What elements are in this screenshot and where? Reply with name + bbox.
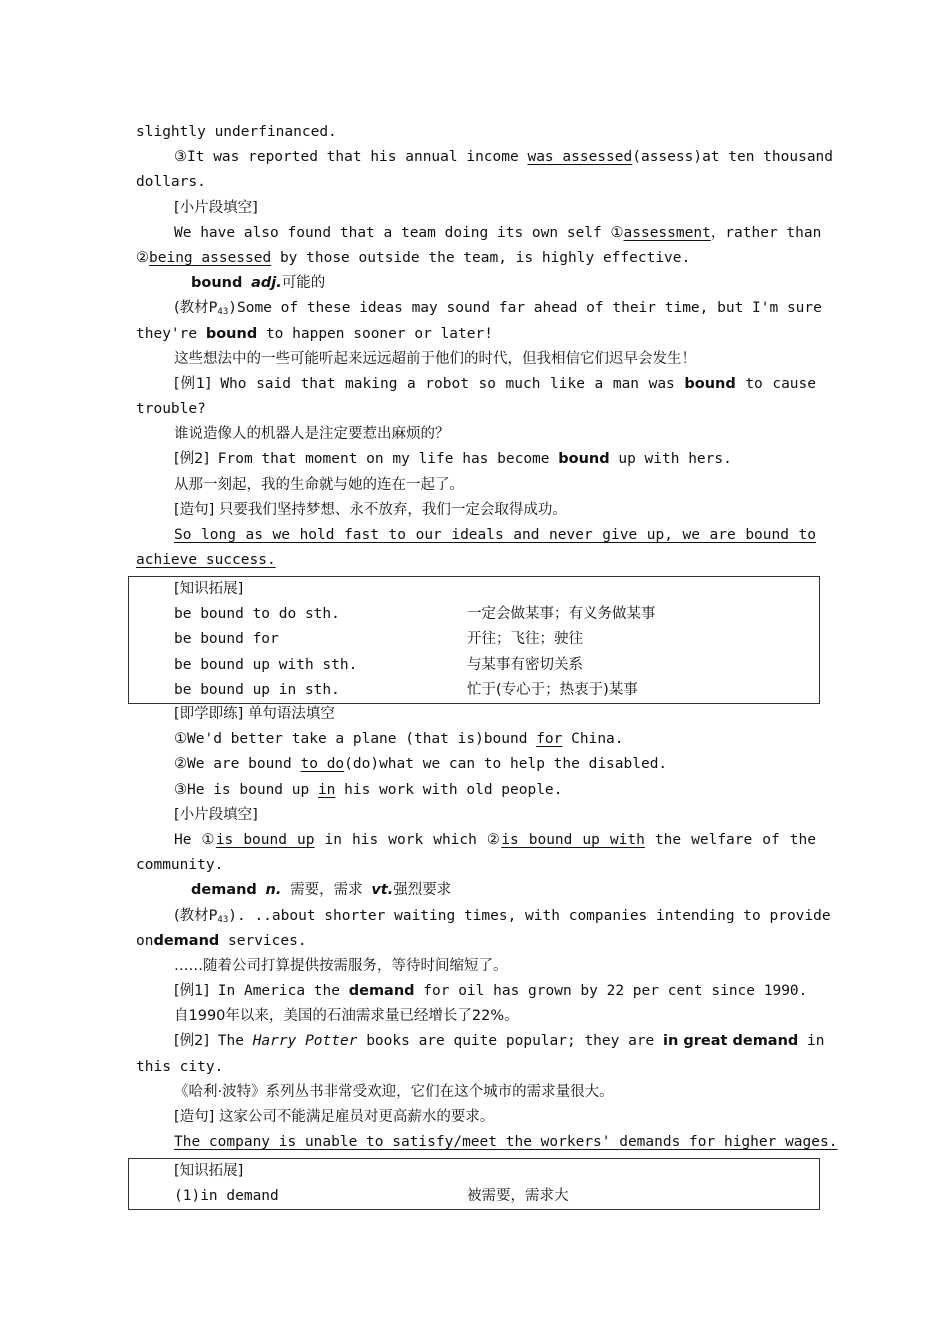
answer-blank: being assessed bbox=[149, 249, 272, 266]
phrase-en: (1)in demand bbox=[174, 1188, 279, 1205]
text-span: by those outside the team, is highly effective. bbox=[271, 249, 691, 266]
text-line bbox=[136, 727, 816, 752]
box-row bbox=[129, 1184, 819, 1209]
book-title: Harry Potter bbox=[252, 1033, 358, 1050]
text-line bbox=[136, 221, 822, 246]
phrase-cn: 与某事有密切关系 bbox=[467, 656, 583, 673]
page-subscript: 43 bbox=[217, 307, 229, 318]
text-line bbox=[136, 170, 816, 195]
answer-text: The company is unable to satisfy/meet the workers' demands for higher wages. bbox=[174, 1134, 838, 1151]
text-span: 谁说造像人的机器人是注定要惹出麻烦的？ bbox=[174, 426, 450, 443]
text-line bbox=[136, 1029, 825, 1054]
text-span: this city. bbox=[136, 1058, 224, 1075]
example-label: [例2] bbox=[174, 451, 210, 468]
text-line bbox=[136, 778, 816, 803]
box-title bbox=[129, 1159, 819, 1184]
example-label: [例2] bbox=[174, 1033, 210, 1050]
translation-line bbox=[136, 1004, 816, 1029]
text-span: He ① bbox=[174, 831, 216, 848]
text-span: to happen sooner or later! bbox=[257, 325, 493, 342]
text-span: ，rather than bbox=[710, 224, 822, 241]
text-span: )Some of these ideas may sound far ahead of their time, but I'm sure bbox=[228, 300, 822, 317]
text-span: The bbox=[217, 1033, 253, 1050]
text-span: in his work which ② bbox=[314, 831, 502, 848]
phrase-en: be bound to do sth. bbox=[174, 606, 340, 623]
box-row bbox=[129, 653, 819, 678]
text-span: 自1990年以来，美国的石油需求量已经增长了22%。 bbox=[174, 1008, 519, 1025]
answer-blank: is bound up bbox=[215, 831, 315, 848]
text-span: in bbox=[798, 1033, 825, 1050]
text-line bbox=[136, 145, 834, 170]
phrase-en: be bound up in sth. bbox=[174, 681, 340, 698]
answer-blank: for bbox=[536, 731, 563, 748]
text-span: on bbox=[136, 932, 154, 949]
vocab-heading-bound bbox=[136, 271, 816, 296]
section-label bbox=[136, 803, 816, 828]
phrase-cn: 忙于(专心于；热衷于)某事 bbox=[467, 681, 638, 698]
answer-text: So long as we hold fast to our ideals and never give up, we are bound to bbox=[174, 527, 816, 543]
text-span: books are quite popular; they are bbox=[357, 1033, 664, 1050]
keyword: demand bbox=[348, 983, 415, 1000]
text-line bbox=[136, 372, 816, 397]
page-subscript: 43 bbox=[217, 914, 229, 925]
text-span: 从那一刻起，我的生命就与她的连在一起了。 bbox=[174, 476, 464, 493]
phrase-cn: 一定会做某事；有义务做某事 bbox=[467, 606, 656, 623]
text-line bbox=[136, 979, 816, 1004]
text-span: Who said that making a robot so much like a man was bbox=[220, 375, 685, 392]
text-line bbox=[136, 246, 816, 271]
document-page-continued bbox=[136, 702, 838, 1155]
text-span: 《哈利·波特》系列丛书非常受欢迎，它们在这个城市的需求量很大。 bbox=[174, 1083, 614, 1100]
answer-blank: is bound up with bbox=[501, 831, 645, 848]
box-title bbox=[129, 577, 819, 602]
textbook-ref: (教材P bbox=[174, 907, 218, 924]
section-label bbox=[136, 702, 816, 727]
text-span: 单句语法填空 bbox=[247, 706, 335, 722]
answer-blank: assessment bbox=[623, 224, 711, 241]
text-line bbox=[136, 498, 816, 523]
text-span: for oil has grown by 22 per cent since 1990. bbox=[414, 983, 808, 1000]
text-span: 只要我们坚持梦想、永不放弃，我们一定会取得成功。 bbox=[218, 501, 567, 518]
phrase-cn: 被需要，需求大 bbox=[467, 1188, 569, 1205]
answer-text: achieve success. bbox=[136, 552, 276, 569]
vocab-heading-demand bbox=[136, 878, 816, 903]
answer-line bbox=[136, 1130, 838, 1155]
keyword: demand bbox=[153, 932, 220, 949]
text-span: ①We'd better take a plane (that is)bound bbox=[174, 731, 537, 748]
text-line bbox=[136, 397, 816, 422]
text-line bbox=[136, 447, 816, 472]
text-span: services. bbox=[219, 932, 307, 949]
text-span: dollars. bbox=[136, 174, 206, 191]
part-of-speech: n. bbox=[265, 882, 282, 899]
text-line bbox=[136, 752, 816, 777]
text-span: ③It was reported that his annual income bbox=[174, 149, 519, 166]
vocab-word: demand bbox=[191, 882, 257, 899]
vocab-meaning: 需要，需求 bbox=[290, 882, 363, 899]
text-span: ……随着公司打算提供按需服务，等待时间缩短了。 bbox=[174, 957, 508, 974]
text-span: they're bbox=[136, 325, 206, 342]
vocab-meaning: 强烈要求 bbox=[393, 882, 452, 899]
text-span: his work with old people. bbox=[335, 781, 563, 798]
text-line bbox=[136, 1105, 816, 1130]
answer-blank: to do bbox=[300, 756, 345, 773]
text-span: We have also found that a team doing its own self ① bbox=[174, 224, 624, 241]
text-line bbox=[136, 296, 822, 321]
example-label: [造句] bbox=[174, 1109, 215, 1125]
text-span: (assess)at ten thousand bbox=[632, 149, 834, 166]
keyword: in great demand bbox=[663, 1033, 799, 1050]
text-span: ②We are bound bbox=[174, 756, 301, 773]
text-span: ). ..about shorter waiting times, with companies intending to provide bbox=[228, 907, 831, 924]
translation-line bbox=[136, 422, 816, 447]
text-span: 这些想法中的一些可能听起来远远超前于他们的时代，但我相信它们迟早会发生！ bbox=[174, 350, 696, 367]
text-span: From that moment on my life has become bbox=[217, 451, 559, 468]
phrase-cn: 开往；飞往；驶往 bbox=[467, 631, 583, 648]
vocab-meaning: 可能的 bbox=[281, 275, 326, 292]
text-span: 这家公司不能满足雇员对更高薪水的要求。 bbox=[218, 1109, 495, 1125]
text-span: trouble? bbox=[136, 401, 206, 418]
text-span: ② bbox=[136, 249, 149, 266]
text-line bbox=[136, 322, 816, 347]
keyword: bound bbox=[684, 375, 736, 392]
text-span: ③He is bound up bbox=[174, 781, 318, 798]
textbook-ref: (教材P bbox=[174, 300, 218, 317]
box-row bbox=[129, 627, 819, 652]
text-span: China. bbox=[562, 731, 624, 748]
box-row bbox=[129, 678, 819, 703]
answer-blank: was assessed bbox=[527, 149, 633, 166]
translation-line bbox=[136, 954, 816, 979]
vocab-word: bound bbox=[191, 275, 243, 292]
part-of-speech: adj. bbox=[251, 275, 282, 292]
text-span: [小片段填空] bbox=[174, 199, 258, 216]
knowledge-box bbox=[128, 1158, 820, 1210]
translation-line bbox=[136, 473, 816, 498]
text-span: [即学即练] bbox=[174, 706, 244, 722]
section-label bbox=[136, 196, 816, 221]
answer-blank: in bbox=[317, 781, 336, 798]
text-span: [小片段填空] bbox=[174, 806, 258, 823]
part-of-speech: vt. bbox=[371, 882, 394, 899]
example-label: [例1] bbox=[174, 375, 211, 392]
text-span: (do)what we can to help the disabled. bbox=[344, 756, 668, 773]
text-span: community. bbox=[136, 857, 224, 874]
keyword: bound bbox=[558, 451, 610, 468]
text-line bbox=[136, 120, 816, 145]
knowledge-box bbox=[128, 576, 820, 704]
translation-line bbox=[136, 1080, 816, 1105]
answer-line bbox=[136, 548, 816, 573]
text-span: In America the bbox=[217, 983, 349, 1000]
keyword: bound bbox=[205, 325, 258, 342]
phrase-en: be bound up with sth. bbox=[174, 656, 358, 673]
answer-line bbox=[136, 523, 816, 548]
text-line bbox=[136, 929, 816, 954]
document-page bbox=[136, 120, 834, 573]
text-span: to cause bbox=[735, 375, 817, 392]
box-row bbox=[129, 602, 819, 627]
text-span: the welfare of the bbox=[644, 831, 816, 848]
text-span: slightly underfinanced. bbox=[136, 124, 337, 140]
text-span: up with hers. bbox=[609, 451, 732, 468]
phrase-en: be bound for bbox=[174, 631, 279, 648]
text-line bbox=[136, 1055, 816, 1080]
text-line bbox=[136, 828, 816, 853]
example-label: [例1] bbox=[174, 983, 210, 1000]
translation-line bbox=[136, 347, 816, 372]
text-line bbox=[136, 904, 831, 929]
text-span: [知识拓展] bbox=[174, 1163, 244, 1179]
example-label: [造句] bbox=[174, 501, 215, 518]
text-span: [知识拓展] bbox=[174, 581, 244, 597]
text-line bbox=[136, 853, 816, 878]
